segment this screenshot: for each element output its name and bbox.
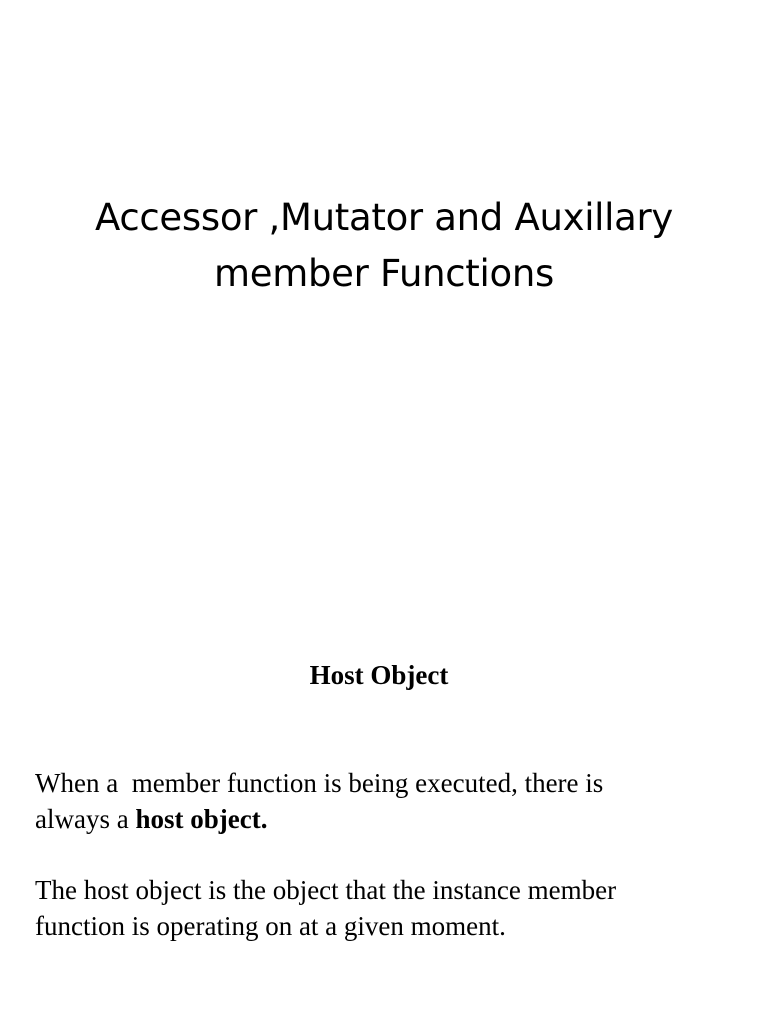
paragraph-1-line-2 — [35, 801, 735, 837]
title-line-2: member Functions — [214, 252, 554, 295]
paragraph-1-line-1: When a member function is being executed, there is — [35, 768, 604, 798]
emphasis-host-object: host object. — [135, 804, 268, 834]
paragraph-2-line-2: function is operating on at a given moment. — [35, 911, 506, 941]
paragraph-host-object-explanation — [35, 872, 735, 944]
title-line-1: Accessor ,Mutator and Auxillary — [94, 196, 674, 239]
paragraph-2-line-1: The host object is the object that the instance member — [35, 875, 617, 905]
paragraph-host-object-definition — [35, 765, 735, 837]
paragraph-1-line-2-prefix: always a — [35, 804, 136, 834]
page-title — [40, 190, 728, 302]
section-heading: Host Object — [309, 660, 449, 690]
